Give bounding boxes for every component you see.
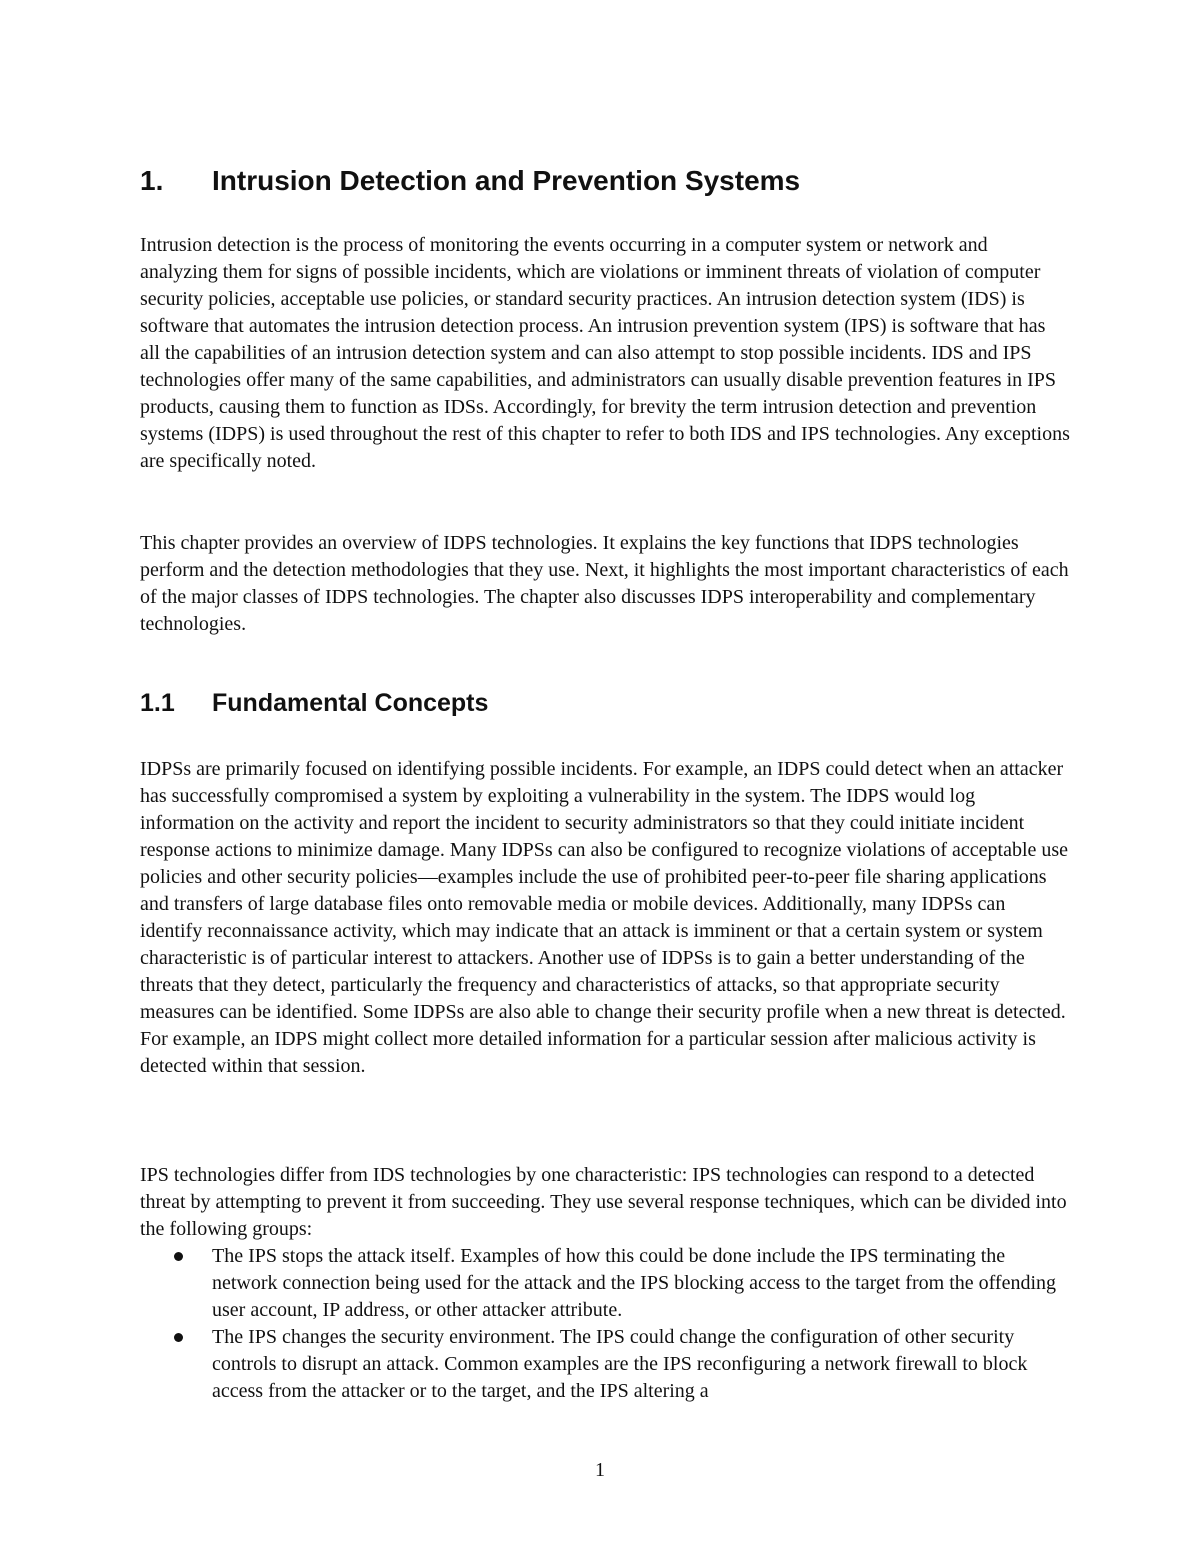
section-heading <box>140 165 800 197</box>
page-number: 1 <box>595 1459 605 1481</box>
list-item <box>212 1324 1072 1405</box>
paragraph-ips-differences: IPS technologies differ from IDS technologies by one characteristic: IPS technologies can respond to a detected threat by attempting to prevent it from succeeding. They use several response techniques, which can be divided into the following groups: <box>140 1164 1067 1240</box>
paragraph-intro: Intrusion detection is the process of monitoring the events occurring in a computer system or network and analyzing them for signs of possible incidents, which are violations or imminent threats of violation of computer security policies, acceptable use policies, or standard security practices. An intrusion detection system (IDS) is software that automates the intrusion detection process. An intrusion prevention system (IPS) is software that has all the capabilities of an intrusion detection system and can also attempt to stop possible incidents. IDS and IPS technologies offer many of the same capabilities, and administrators can usually disable prevention features in IPS products, causing them to function as IDSs. Accordingly, for brevity the term intrusion detection and prevention systems (IDPS) is used throughout the rest of this chapter to refer to both IDS and IPS technologies. Any exceptions are specifically noted. <box>140 234 1070 472</box>
subsection-title: Fundamental Concepts <box>212 689 489 717</box>
subsection-number: 1.1 <box>140 689 175 717</box>
paragraph-idps-focus: IDPSs are primarily focused on identifying possible incidents. For example, an IDPS could detect when an attacker has successfully compromised a system by exploiting a vulnerability in the system. The IDPS would log information on the activity and report the incident to security administrators so that they could initiate incident response actions to minimize damage. Many IDPSs can also be configured to recognize violations of acceptable use policies and other security policies—examples include the use of prohibited peer-to-peer file sharing applications and transfers of large database files onto removable media or mobile devices. Additionally, many IDPSs can identify reconnaissance activity, which may indicate that an attack is imminent or that a certain system or system characteristic is of particular interest to attackers. Another use of IDPSs is to gain a better understanding of the threats that they detect, particularly the frequency and characteristics of attacks, so that appropriate security measures can be identified. Some IDPSs are also able to change their security profile when a new threat is detected. For example, an IDPS might collect more detailed information for a particular session after malicious activity is detected within that session. <box>140 758 1069 1077</box>
section-number: 1. <box>140 165 164 196</box>
list-item <box>212 1243 1072 1324</box>
response-techniques-list <box>212 1243 1072 1405</box>
section-title: Intrusion Detection and Prevention Systems <box>212 165 801 196</box>
bullet-icon <box>174 1252 183 1261</box>
list-item-text: The IPS changes the security environment. The IPS could change the configuration of other security controls to disrupt an attack. Common examples are the IPS reconfiguring a network firewall to block access from the attacker or to the target, and the IPS altering a <box>212 1326 1028 1402</box>
subsection-heading <box>140 689 488 718</box>
list-item-text: The IPS stops the attack itself. Examples of how this could be done include the IPS terminating the network connection being used for the attack and the IPS blocking access to the target from the offending user account, IP address, or other attacker attribute. <box>212 1245 1057 1321</box>
bullet-icon <box>174 1333 183 1342</box>
paragraph-overview: This chapter provides an overview of IDPS technologies. It explains the key functions that IDPS technologies perform and the detection methodologies that they use. Next, it highlights the most important characteristics of each of the major classes of IDPS technologies. The chapter also discusses IDPS interoperability and complementary technologies. <box>140 532 1069 635</box>
